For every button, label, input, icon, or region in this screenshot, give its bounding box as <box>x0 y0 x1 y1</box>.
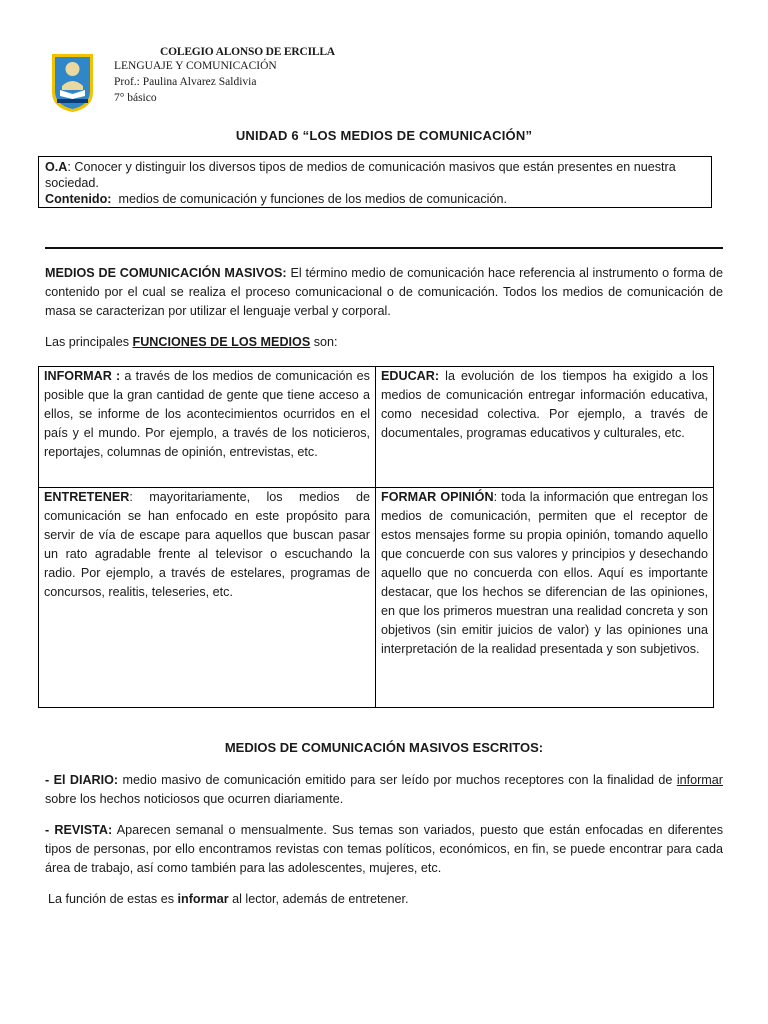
content-line <box>45 191 705 207</box>
subject-name: LENGUAJE Y COMUNICACIÓN <box>114 60 277 72</box>
formar-opinion-text: : toda la información que entregan los medios de comunicación, permiten que el receptor de estos mensajes forme su propia opinión, tomando aquello que concuerde con sus valores y principios y desechando aquello que no concuerda con ellos. Aquí es importante destacar, que los hechos se diferencian de las opiniones, en que los primeros muestran una realidad concreta y son objetivos (sin emitir juicios de valor) y las opiniones una interpretación de la realidad presentada y son subjetivos. <box>381 490 708 656</box>
school-name: COLEGIO ALONSO DE ERCILLA <box>160 46 335 58</box>
revista-text: Aparecen semanal o mensualmente. Sus temas son variados, puesto que están enfocadas en diferentes tipos de personas, por ello encontramos revistas con temas políticos, económicos, en fin, se puede encontrar para cada área de trabajo, así como también para las adolescentes, mujeres, etc. <box>45 823 723 875</box>
closing-after: al lector, además de entretener. <box>228 892 409 906</box>
oa-label: O.A <box>45 160 68 174</box>
formar-opinion-label: FORMAR OPINIÓN <box>381 490 494 504</box>
closing-paragraph <box>48 890 726 909</box>
written-media-title: MEDIOS DE COMUNICACIÓN MASIVOS ESCRITOS: <box>224 740 544 755</box>
informar-label: INFORMAR : <box>44 369 121 383</box>
content-text: medios de comunicación y funciones de los medios de comunicación. <box>111 192 507 206</box>
intro-text: El término medio de comunicación hace referencia al instrumento o forma de contenido por el cual se realiza el proceso comunicacional o de comunicación. Todos los medios de comunicación de masa se caracterizan por utilizar el lenguaje verbal y corporal. <box>45 266 723 318</box>
diario-text-after: sobre los hechos noticiosos que ocurren diariamente. <box>45 792 344 806</box>
cell-educar <box>376 367 714 488</box>
diario-label: - El DIARIO: <box>45 773 119 787</box>
intro-paragraph <box>45 264 723 321</box>
table-row <box>39 488 714 708</box>
teacher-name: Prof.: Paulina Alvarez Saldivia <box>114 76 257 88</box>
educar-label: EDUCAR: <box>381 369 440 383</box>
grade-label: 7° básico <box>114 92 157 104</box>
functions-intro-after: son: <box>310 335 338 349</box>
diario-paragraph <box>45 771 723 809</box>
cell-entretener <box>39 488 376 708</box>
unit-title: UNIDAD 6 “LOS MEDIOS DE COMUNICACIÓN” <box>235 128 533 143</box>
objective-box <box>38 156 712 208</box>
cell-informar <box>39 367 376 488</box>
cell-formar-opinion <box>376 488 714 708</box>
school-crest-icon <box>50 52 95 114</box>
diario-text-before: medio masivo de comunicación emitido para ser leído por muchos receptores con la finalidad de <box>118 773 677 787</box>
intro-label: MEDIOS DE COMUNICACIÓN MASIVOS: <box>45 266 287 280</box>
educar-text: la evolución de los tiempos ha exigido a los medios de comunicación entregar información educativa, como necesidad colectiva. Por ejemplo, a través de documentales, programas educativos y culturales, etc. <box>381 369 708 440</box>
entretener-text: : mayoritariamente, los medios de comunicación se han enfocado en este propósito para servir de vía de escape para aquellos que buscan pasar un rato agradable frente al televisor o escuchando la radio. Por ejemplo, a través de estelares, programas de concursos, realitis, teleseries, etc. <box>44 490 370 599</box>
objective-line <box>45 159 705 191</box>
informar-text: a través de los medios de comunicación es posible que la gran cantidad de gente que tiene acceso a ellos, se informe de los acontecimientos ocurridos en el país y el mundo. Por ejemplo, a través de los noticieros, reportajes, columnas de opinión, entrevistas, etc. <box>44 369 370 459</box>
oa-text: : Conocer y distinguir los diversos tipos de medios de comunicación masivos que están presentes en nuestra sociedad. <box>45 160 676 190</box>
functions-intro-emphasis: FUNCIONES DE LOS MEDIOS <box>132 335 311 349</box>
revista-label: - REVISTA: <box>45 823 113 837</box>
entretener-label: ENTRETENER <box>44 490 130 504</box>
diario-emphasis: informar <box>676 773 723 787</box>
functions-intro <box>45 333 723 352</box>
revista-paragraph <box>45 821 723 878</box>
section-divider <box>45 247 723 249</box>
closing-emphasis: informar <box>177 892 229 906</box>
functions-table <box>38 366 714 708</box>
table-row <box>39 367 714 488</box>
content-label: Contenido: <box>45 192 112 206</box>
functions-intro-before: Las principales <box>45 335 133 349</box>
closing-before: La función de estas es <box>48 892 178 906</box>
